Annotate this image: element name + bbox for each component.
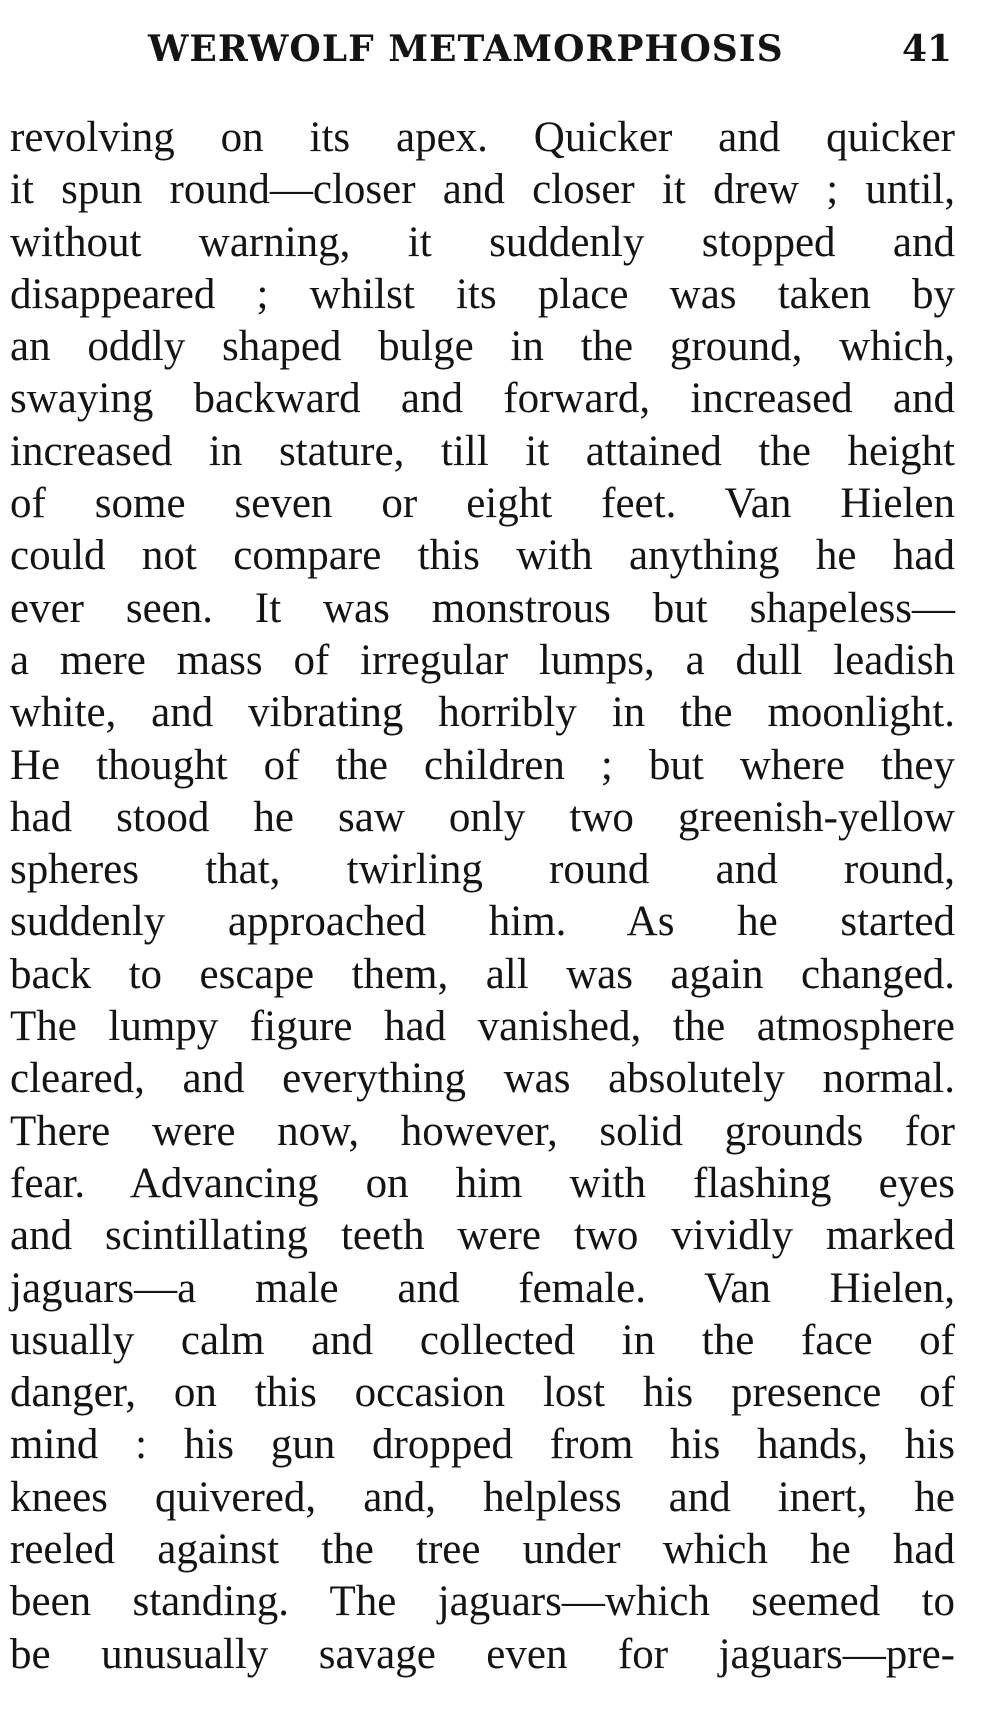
text-line: danger, on this occasion lost his presence of: [10, 1369, 955, 1417]
text-line: back to escape them, all was again changed.: [10, 950, 955, 998]
text-line: cleared, and everything was absolutely normal.: [10, 1055, 955, 1103]
text-line: of some seven or eight feet. Van Hielen: [10, 480, 955, 528]
text-line: suddenly approached him. As he started: [10, 898, 955, 946]
text-line: ever seen. It was monstrous but shapeless—: [10, 584, 955, 632]
text-line: it spun round—closer and closer it drew ; until,: [10, 166, 955, 214]
text-line: swaying backward and forward, increased and: [10, 375, 955, 423]
text-line: There were now, however, solid grounds for: [10, 1107, 955, 1155]
text-line: jaguars—a male and female. Van Hielen,: [10, 1264, 955, 1312]
text-line: had stood he saw only two greenish-yellow: [10, 793, 955, 841]
text-line: white, and vibrating horribly in the moonlight.: [10, 689, 955, 737]
text-line: mind : his gun dropped from his hands, his: [10, 1421, 955, 1469]
text-line: reeled against the tree under which he had: [10, 1526, 955, 1574]
body-text: [10, 112, 955, 1681]
text-line: knees quivered, and, helpless and inert, he: [10, 1473, 955, 1521]
text-line: increased in stature, till it attained the height: [10, 427, 955, 475]
text-line: spheres that, twirling round and round,: [10, 846, 955, 894]
running-title: WERWOLF METAMORPHOSIS: [148, 28, 784, 70]
text-line: revolving on its apex. Quicker and quicker: [10, 114, 955, 161]
page-number: 41: [902, 28, 953, 70]
text-line: fear. Advancing on him with flashing eyes: [10, 1159, 955, 1207]
text-line: usually calm and collected in the face of: [10, 1316, 955, 1364]
text-line: a mere mass of irregular lumps, a dull leadish: [10, 636, 955, 684]
text-line: could not compare this with anything he had: [10, 532, 955, 580]
running-head: [0, 28, 1000, 88]
text-line: been standing. The jaguars—which seemed to: [10, 1578, 955, 1626]
text-line: and scintillating teeth were two vividly marked: [10, 1212, 955, 1260]
text-line: without warning, it suddenly stopped and: [10, 218, 955, 266]
text-line: disappeared ; whilst its place was taken by: [10, 270, 955, 318]
text-line: be unusually savage even for jaguars—pre-: [10, 1630, 955, 1678]
text-line: He thought of the children ; but where they: [10, 741, 955, 789]
text-line: The lumpy figure had vanished, the atmosphere: [10, 1003, 955, 1051]
text-line: an oddly shaped bulge in the ground, which,: [10, 323, 955, 371]
